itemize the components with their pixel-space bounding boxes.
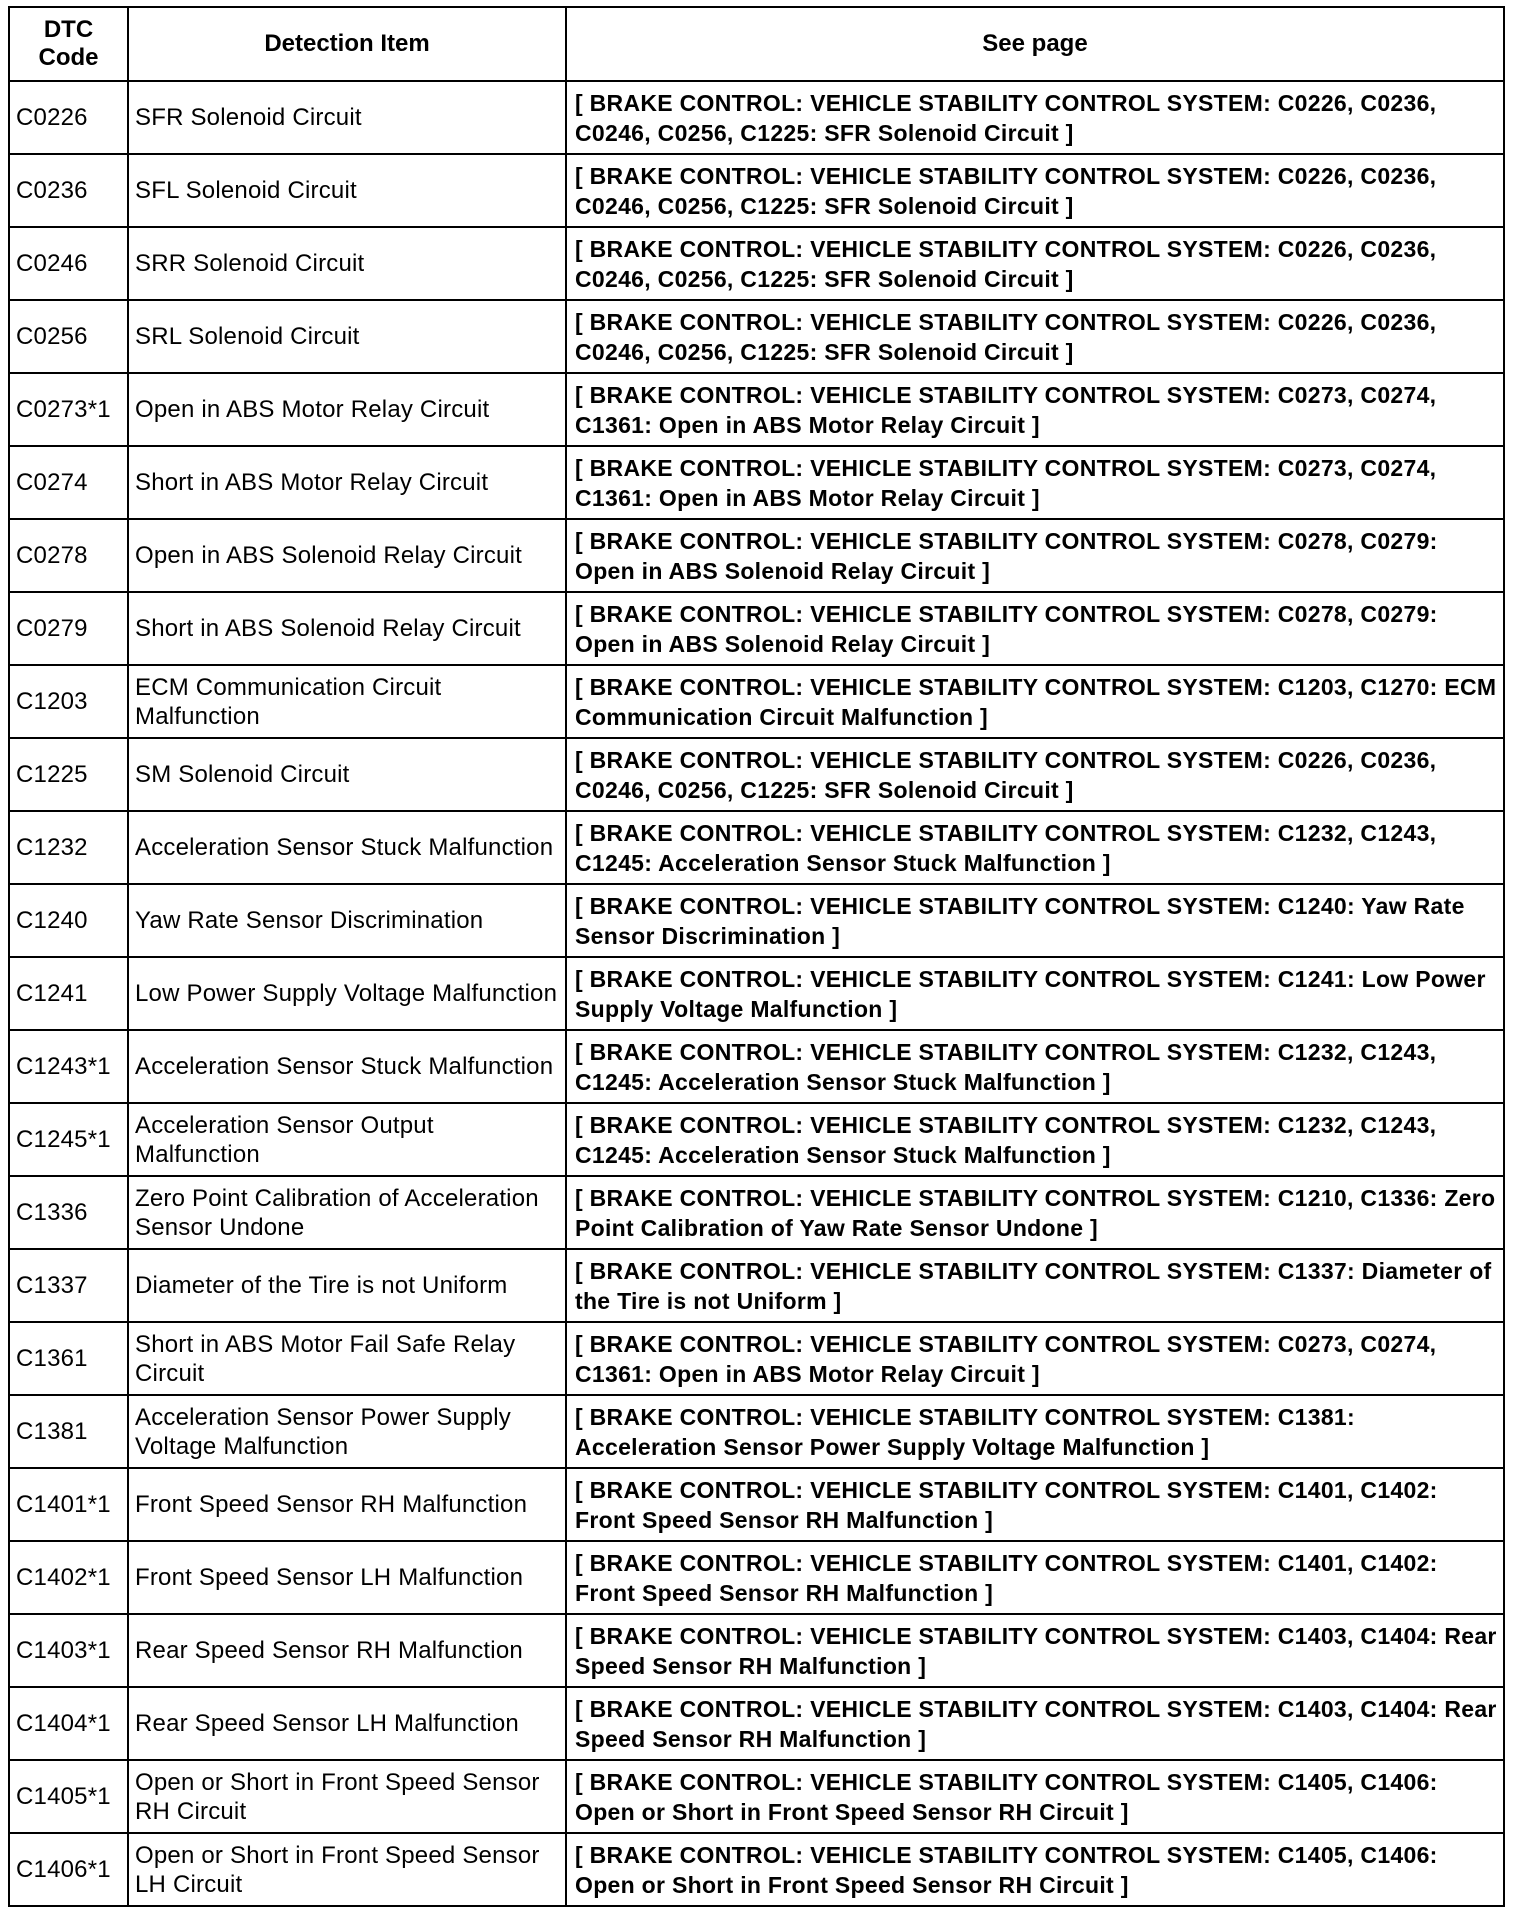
- table-row: [9, 1614, 1504, 1687]
- dtc-code-cell: C0279: [9, 592, 128, 665]
- see-page-link[interactable]: [ BRAKE CONTROL: VEHICLE STABILITY CONTROL SYSTEM: C0226, C0236, C0246, C0256, C1225: SFR Solenoid Circuit ]: [566, 300, 1504, 373]
- dtc-code-cell: C1337: [9, 1249, 128, 1322]
- table-row: [9, 519, 1504, 592]
- dtc-code-cell: C1401*1: [9, 1468, 128, 1541]
- table-body: [9, 81, 1504, 1906]
- see-page-link[interactable]: [ BRAKE CONTROL: VEHICLE STABILITY CONTROL SYSTEM: C0273, C0274, C1361: Open in ABS Motor Relay Circuit ]: [566, 1322, 1504, 1395]
- see-page-link[interactable]: [ BRAKE CONTROL: VEHICLE STABILITY CONTROL SYSTEM: C1241: Low Power Supply Voltage Malfunction ]: [566, 957, 1504, 1030]
- detection-item-cell: SRL Solenoid Circuit: [128, 300, 566, 373]
- dtc-code-cell: C1404*1: [9, 1687, 128, 1760]
- detection-item-cell: Short in ABS Motor Fail Safe Relay Circuit: [128, 1322, 566, 1395]
- dtc-code-cell: C1240: [9, 884, 128, 957]
- dtc-code-cell: C0236: [9, 154, 128, 227]
- see-page-link[interactable]: [ BRAKE CONTROL: VEHICLE STABILITY CONTROL SYSTEM: C1210, C1336: Zero Point Calibration of Yaw Rate Sensor Undone ]: [566, 1176, 1504, 1249]
- dtc-table: [8, 6, 1505, 1907]
- dtc-code-cell: C1336: [9, 1176, 128, 1249]
- see-page-link[interactable]: [ BRAKE CONTROL: VEHICLE STABILITY CONTROL SYSTEM: C1240: Yaw Rate Sensor Discrimination ]: [566, 884, 1504, 957]
- see-page-link[interactable]: [ BRAKE CONTROL: VEHICLE STABILITY CONTROL SYSTEM: C1405, C1406: Open or Short in Front Speed Sensor RH Circuit ]: [566, 1833, 1504, 1906]
- detection-item-cell: ECM Communication Circuit Malfunction: [128, 665, 566, 738]
- see-page-link[interactable]: [ BRAKE CONTROL: VEHICLE STABILITY CONTROL SYSTEM: C0226, C0236, C0246, C0256, C1225: SFR Solenoid Circuit ]: [566, 81, 1504, 154]
- table-header: [9, 7, 1504, 81]
- detection-item-cell: Acceleration Sensor Power Supply Voltage Malfunction: [128, 1395, 566, 1468]
- dtc-code-cell: C0274: [9, 446, 128, 519]
- detection-item-cell: Acceleration Sensor Output Malfunction: [128, 1103, 566, 1176]
- detection-item-cell: Open in ABS Motor Relay Circuit: [128, 373, 566, 446]
- dtc-code-cell: C1403*1: [9, 1614, 128, 1687]
- detection-item-cell: SM Solenoid Circuit: [128, 738, 566, 811]
- see-page-link[interactable]: [ BRAKE CONTROL: VEHICLE STABILITY CONTROL SYSTEM: C0226, C0236, C0246, C0256, C1225: SFR Solenoid Circuit ]: [566, 227, 1504, 300]
- dtc-code-cell: C1203: [9, 665, 128, 738]
- detection-item-cell: Low Power Supply Voltage Malfunction: [128, 957, 566, 1030]
- detection-item-cell: SRR Solenoid Circuit: [128, 227, 566, 300]
- dtc-code-cell: C1405*1: [9, 1760, 128, 1833]
- see-page-link[interactable]: [ BRAKE CONTROL: VEHICLE STABILITY CONTROL SYSTEM: C0226, C0236, C0246, C0256, C1225: SFR Solenoid Circuit ]: [566, 154, 1504, 227]
- dtc-code-cell: C1225: [9, 738, 128, 811]
- detection-item-cell: Short in ABS Motor Relay Circuit: [128, 446, 566, 519]
- table-row: [9, 1176, 1504, 1249]
- dtc-code-cell: C1406*1: [9, 1833, 128, 1906]
- detection-item-cell: Acceleration Sensor Stuck Malfunction: [128, 811, 566, 884]
- table-row: [9, 1395, 1504, 1468]
- detection-item-cell: Short in ABS Solenoid Relay Circuit: [128, 592, 566, 665]
- table-row: [9, 1687, 1504, 1760]
- detection-item-cell: Front Speed Sensor RH Malfunction: [128, 1468, 566, 1541]
- dtc-code-cell: C1232: [9, 811, 128, 884]
- detection-item-cell: Open or Short in Front Speed Sensor LH Circuit: [128, 1833, 566, 1906]
- detection-item-cell: SFL Solenoid Circuit: [128, 154, 566, 227]
- table-row: [9, 81, 1504, 154]
- see-page-link[interactable]: [ BRAKE CONTROL: VEHICLE STABILITY CONTROL SYSTEM: C0226, C0236, C0246, C0256, C1225: SFR Solenoid Circuit ]: [566, 738, 1504, 811]
- table-row: [9, 446, 1504, 519]
- detection-item-cell: Front Speed Sensor LH Malfunction: [128, 1541, 566, 1614]
- see-page-link[interactable]: [ BRAKE CONTROL: VEHICLE STABILITY CONTROL SYSTEM: C1381: Acceleration Sensor Power Supply Voltage Malfunction ]: [566, 1395, 1504, 1468]
- see-page-link[interactable]: [ BRAKE CONTROL: VEHICLE STABILITY CONTROL SYSTEM: C1203, C1270: ECM Communication Circuit Malfunction ]: [566, 665, 1504, 738]
- table-row: [9, 738, 1504, 811]
- header-detection-item: Detection Item: [128, 7, 566, 81]
- table-row: [9, 1760, 1504, 1833]
- table-row: [9, 1541, 1504, 1614]
- see-page-link[interactable]: [ BRAKE CONTROL: VEHICLE STABILITY CONTROL SYSTEM: C1403, C1404: Rear Speed Sensor RH Malfunction ]: [566, 1687, 1504, 1760]
- table-row: [9, 1468, 1504, 1541]
- table-row: [9, 300, 1504, 373]
- dtc-code-cell: C1245*1: [9, 1103, 128, 1176]
- table-row: [9, 1249, 1504, 1322]
- see-page-link[interactable]: [ BRAKE CONTROL: VEHICLE STABILITY CONTROL SYSTEM: C0278, C0279: Open in ABS Solenoid Relay Circuit ]: [566, 519, 1504, 592]
- see-page-link[interactable]: [ BRAKE CONTROL: VEHICLE STABILITY CONTROL SYSTEM: C1337: Diameter of the Tire is not Uniform ]: [566, 1249, 1504, 1322]
- header-see-page: See page: [566, 7, 1504, 81]
- detection-item-cell: Rear Speed Sensor RH Malfunction: [128, 1614, 566, 1687]
- table-row: [9, 811, 1504, 884]
- see-page-link[interactable]: [ BRAKE CONTROL: VEHICLE STABILITY CONTROL SYSTEM: C1401, C1402: Front Speed Sensor RH Malfunction ]: [566, 1468, 1504, 1541]
- table-row: [9, 1030, 1504, 1103]
- table-row: [9, 592, 1504, 665]
- table-row: [9, 227, 1504, 300]
- detection-item-cell: Acceleration Sensor Stuck Malfunction: [128, 1030, 566, 1103]
- see-page-link[interactable]: [ BRAKE CONTROL: VEHICLE STABILITY CONTROL SYSTEM: C1232, C1243, C1245: Acceleration Sensor Stuck Malfunction ]: [566, 1103, 1504, 1176]
- table-row: [9, 884, 1504, 957]
- dtc-code-cell: C0278: [9, 519, 128, 592]
- table-row: [9, 373, 1504, 446]
- dtc-code-cell: C1243*1: [9, 1030, 128, 1103]
- see-page-link[interactable]: [ BRAKE CONTROL: VEHICLE STABILITY CONTROL SYSTEM: C1405, C1406: Open or Short in Front Speed Sensor RH Circuit ]: [566, 1760, 1504, 1833]
- dtc-code-cell: C0256: [9, 300, 128, 373]
- see-page-link[interactable]: [ BRAKE CONTROL: VEHICLE STABILITY CONTROL SYSTEM: C0278, C0279: Open in ABS Solenoid Relay Circuit ]: [566, 592, 1504, 665]
- see-page-link[interactable]: [ BRAKE CONTROL: VEHICLE STABILITY CONTROL SYSTEM: C1232, C1243, C1245: Acceleration Sensor Stuck Malfunction ]: [566, 1030, 1504, 1103]
- header-dtc-code: DTC Code: [9, 7, 128, 81]
- see-page-link[interactable]: [ BRAKE CONTROL: VEHICLE STABILITY CONTROL SYSTEM: C0273, C0274, C1361: Open in ABS Motor Relay Circuit ]: [566, 446, 1504, 519]
- table-row: [9, 1322, 1504, 1395]
- dtc-code-cell: C1241: [9, 957, 128, 1030]
- dtc-code-cell: C1361: [9, 1322, 128, 1395]
- detection-item-cell: Rear Speed Sensor LH Malfunction: [128, 1687, 566, 1760]
- detection-item-cell: Diameter of the Tire is not Uniform: [128, 1249, 566, 1322]
- header-row: [9, 7, 1504, 81]
- table-row: [9, 154, 1504, 227]
- dtc-table-container: [8, 6, 1503, 1907]
- table-row: [9, 665, 1504, 738]
- table-row: [9, 957, 1504, 1030]
- dtc-code-cell: C0246: [9, 227, 128, 300]
- see-page-link[interactable]: [ BRAKE CONTROL: VEHICLE STABILITY CONTROL SYSTEM: C1403, C1404: Rear Speed Sensor RH Malfunction ]: [566, 1614, 1504, 1687]
- table-row: [9, 1833, 1504, 1906]
- detection-item-cell: Yaw Rate Sensor Discrimination: [128, 884, 566, 957]
- see-page-link[interactable]: [ BRAKE CONTROL: VEHICLE STABILITY CONTROL SYSTEM: C1401, C1402: Front Speed Sensor RH Malfunction ]: [566, 1541, 1504, 1614]
- dtc-code-cell: C1381: [9, 1395, 128, 1468]
- dtc-code-cell: C1402*1: [9, 1541, 128, 1614]
- dtc-code-cell: C0226: [9, 81, 128, 154]
- table-row: [9, 1103, 1504, 1176]
- detection-item-cell: SFR Solenoid Circuit: [128, 81, 566, 154]
- see-page-link[interactable]: [ BRAKE CONTROL: VEHICLE STABILITY CONTROL SYSTEM: C0273, C0274, C1361: Open in ABS Motor Relay Circuit ]: [566, 373, 1504, 446]
- dtc-code-cell: C0273*1: [9, 373, 128, 446]
- see-page-link[interactable]: [ BRAKE CONTROL: VEHICLE STABILITY CONTROL SYSTEM: C1232, C1243, C1245: Acceleration Sensor Stuck Malfunction ]: [566, 811, 1504, 884]
- detection-item-cell: Open or Short in Front Speed Sensor RH Circuit: [128, 1760, 566, 1833]
- detection-item-cell: Open in ABS Solenoid Relay Circuit: [128, 519, 566, 592]
- detection-item-cell: Zero Point Calibration of Acceleration Sensor Undone: [128, 1176, 566, 1249]
